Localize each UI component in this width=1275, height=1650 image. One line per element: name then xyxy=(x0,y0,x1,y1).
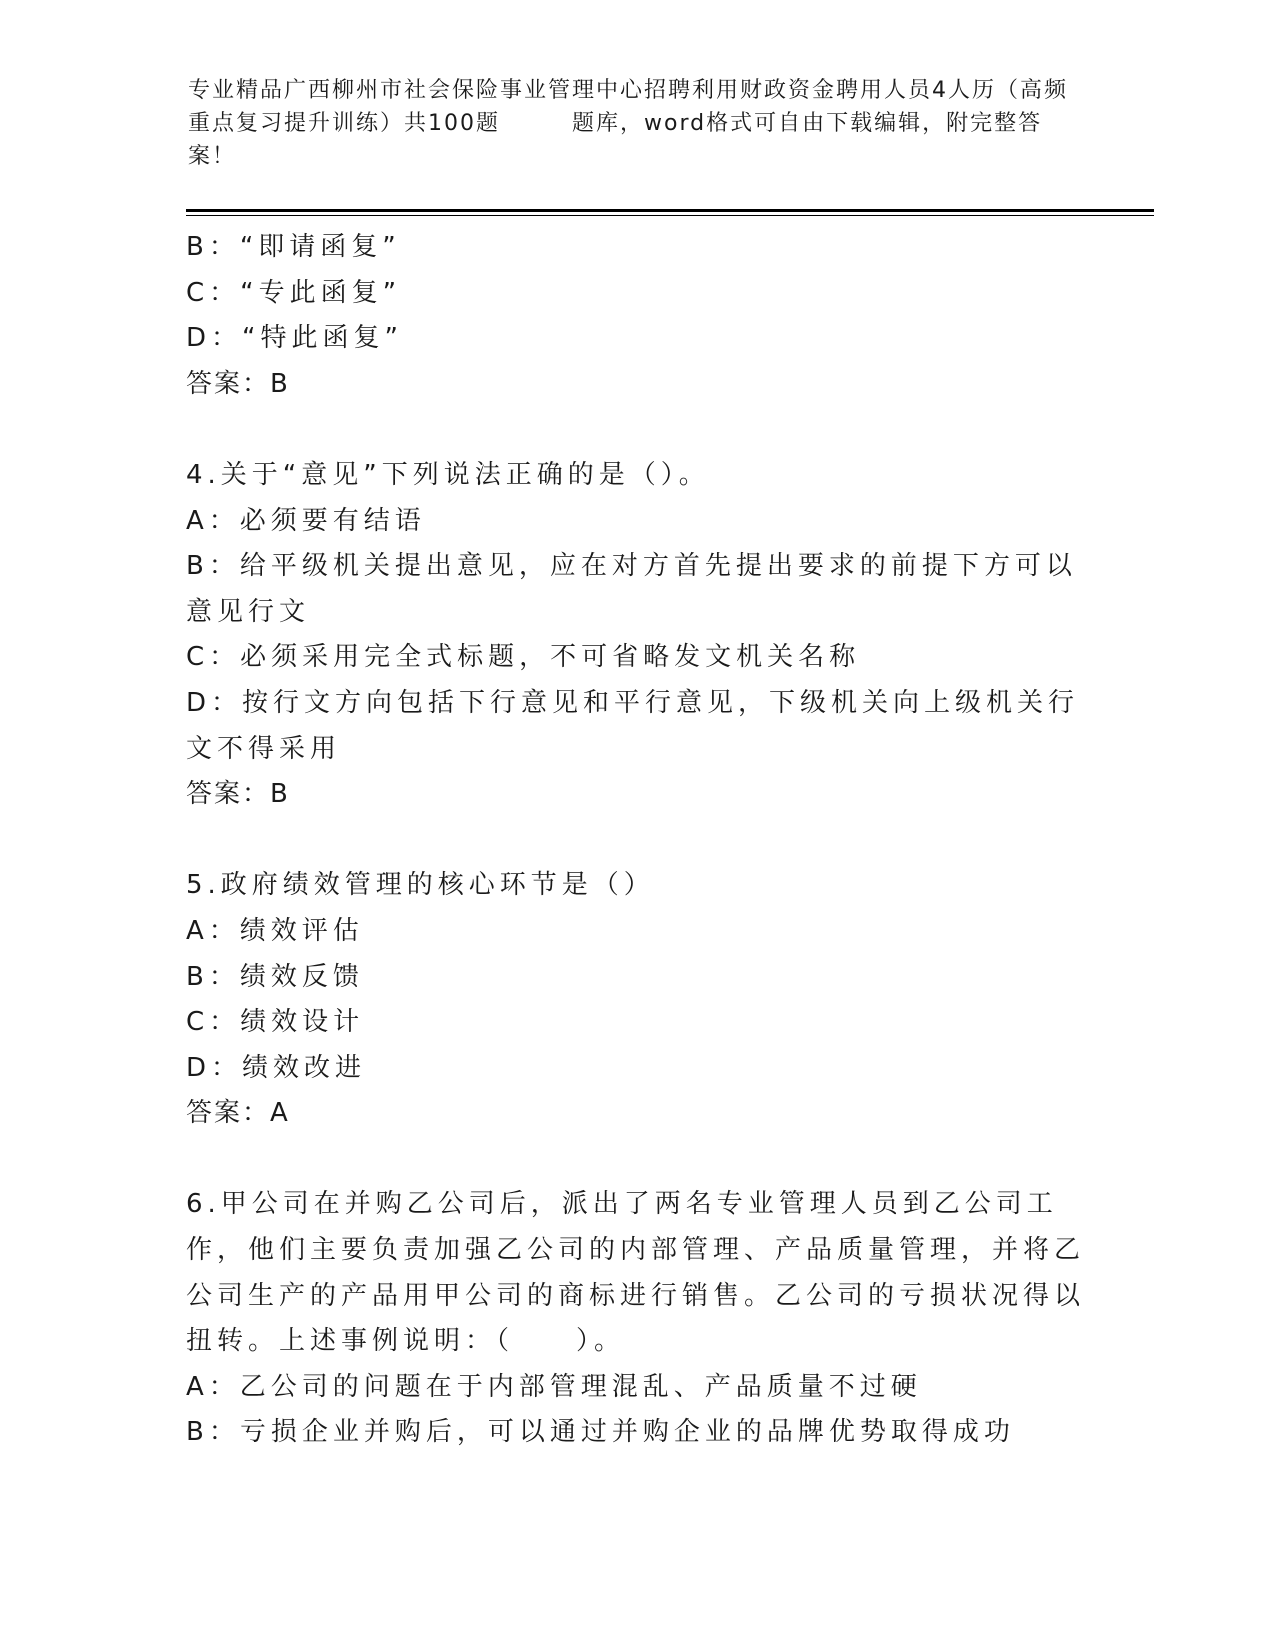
question-4 xyxy=(186,453,1086,818)
q6-option-b: B：亏损企业并购后，可以通过并购企业的品牌优势取得成功 xyxy=(186,1417,1015,1448)
q3-option-c: C：“专此函复” xyxy=(186,277,402,308)
q5-answer: 答案：A xyxy=(186,1098,290,1129)
q4-answer: 答案：B xyxy=(186,779,290,810)
q6-stem: 6.甲公司在并购乙公司后，派出了两名专业管理人员到乙公司工作，他们主要负责加强乙公司的内部管理、产品质量管理，并将乙公司生产的产品用甲公司的商标进行销售。乙公司的亏损状况得以扭转。上述事例说明：（ ）。 xyxy=(186,1189,1086,1357)
q3-option-d: D：“特此函复” xyxy=(186,323,403,354)
q6-option-a: A：乙公司的问题在于内部管理混乱、产品质量不过硬 xyxy=(186,1371,922,1402)
question-6 xyxy=(186,1182,1086,1456)
question-3 xyxy=(186,225,1086,407)
header-rule-thick xyxy=(186,209,1154,212)
header-title: 专业精品广西柳州市社会保险事业管理中心招聘利用财政资金聘用人员4人历（高频重点复习提升训练）共100题 题库，word格式可自由下载编辑，附完整答案！ xyxy=(188,78,1068,169)
q4-option-b: B：给平级机关提出意见，应在对方首先提出要求的前提下方可以意见行文 xyxy=(186,551,1077,627)
q5-option-d: D：绩效改进 xyxy=(186,1052,367,1083)
q3-option-b: B：“即请函复” xyxy=(186,232,401,262)
q5-stem: 5.政府绩效管理的核心环节是（） xyxy=(186,870,655,901)
document-body xyxy=(186,225,1086,1456)
q4-stem: 4.关于“意见”下列说法正确的是（）。 xyxy=(186,459,710,490)
q5-option-b: B：绩效反馈 xyxy=(186,961,364,992)
document-header xyxy=(188,74,1088,173)
question-5 xyxy=(186,863,1086,1137)
q4-option-d: D：按行文方向包括下行意见和平行意见，下级机关向上级机关行文不得采用 xyxy=(186,687,1080,764)
q4-option-c: C：必须采用完全式标题，不可省略发文机关名称 xyxy=(186,642,861,673)
q3-answer: 答案：B xyxy=(186,368,290,399)
q4-option-a: A：必须要有结语 xyxy=(186,505,426,536)
header-rule-thin xyxy=(186,215,1154,216)
q5-option-c: C：绩效设计 xyxy=(186,1007,365,1038)
q5-option-a: A：绩效评估 xyxy=(186,915,364,946)
